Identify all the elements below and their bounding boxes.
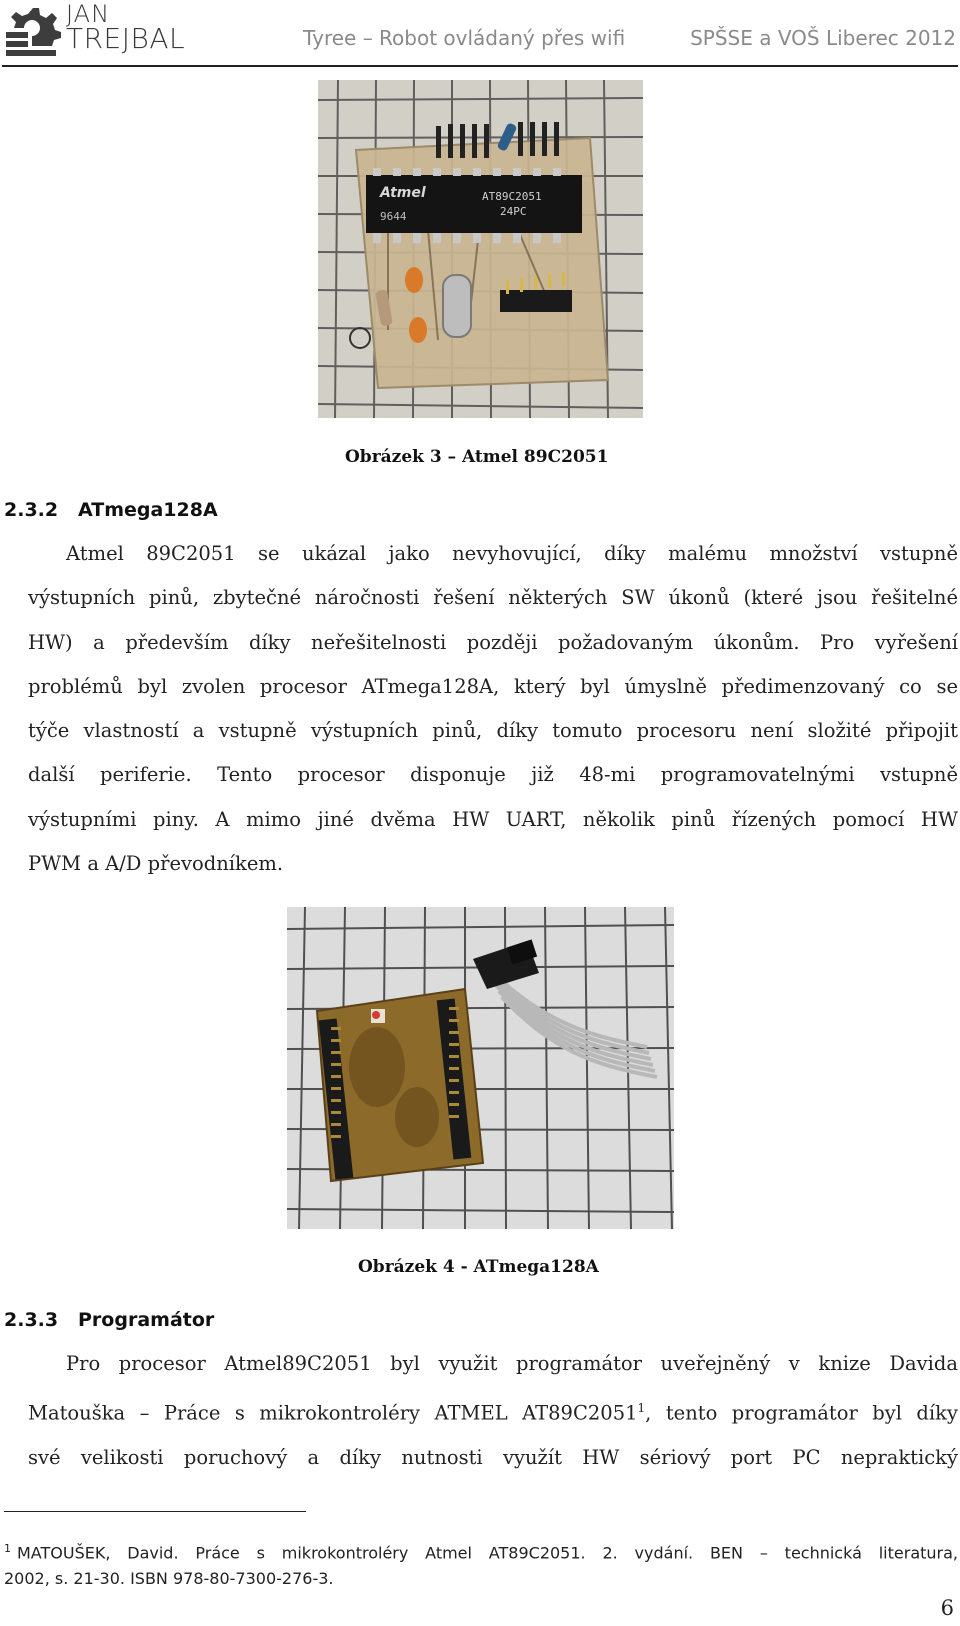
text-line: HW) a především díky neřešitelnosti později požadovaným úkonům. Pro vyřešení (28, 630, 958, 654)
chip-code-label: 9644 (380, 210, 407, 223)
school-name: SPŠSE a VOŠ Liberec 2012 (690, 26, 956, 50)
logo-last-name: TREJBAL (66, 22, 186, 55)
section-number: 2.3.3 (4, 1309, 59, 1331)
text-line: výstupními piny. A mimo jiné dvěma HW UART, několik pinů řízených pomocí HW (28, 807, 958, 831)
text-line: Atmel 89C2051 se ukázal jako nevyhovující, díky malému množství vstupně (66, 542, 958, 565)
text-line: výstupních pinů, zbytečné náročnosti řešení některých SW úkonů (které jsou řešitelné (28, 586, 958, 610)
text-line: týče vlastností a vstupně výstupních pinů, díky tomuto procesoru není složité připojit (28, 719, 958, 743)
figure-4-caption: Obrázek 4 - ATmega128A (358, 1257, 599, 1277)
text-line: další periferie. Tento procesor disponuje již 48-mi programovatelnými vstupně (28, 763, 958, 787)
section-title: Programátor (78, 1309, 215, 1331)
atmel-89c2051-photo (318, 80, 643, 418)
paragraph-atmega (28, 532, 958, 886)
section-title: ATmega128A (78, 499, 218, 521)
author-logo (4, 0, 186, 58)
chip-model-label: AT89C2051 (482, 190, 542, 203)
text-line: PWM a A/D převodníkem. (28, 852, 284, 876)
text-line: Pro procesor Atmel89C2051 byl využit programátor uveřejněný v knize Davida (66, 1352, 958, 1375)
section-number: 2.3.2 (4, 499, 59, 521)
footnote-divider (4, 1511, 306, 1512)
paragraph-programator (28, 1342, 958, 1480)
footnote-text: MATOUŠEK, David. Práce s mikrokontroléry Atmel AT89C2051. 2. vydání. BEN – technická literatura, (17, 1543, 958, 1563)
footnote-marker: 1 (4, 1542, 11, 1555)
text-line (28, 1386, 958, 1436)
figure-3-caption: Obrázek 3 – Atmel 89C2051 (345, 447, 609, 467)
section-heading-programator (4, 1309, 214, 1331)
text-line: své velikosti poruchový a díky nutnosti využít HW sériový port PC nepraktický (28, 1446, 958, 1470)
page-number: 6 (940, 1596, 954, 1620)
gear-logo-icon (4, 6, 62, 58)
text-fragment: , tento programátor byl díky (645, 1401, 958, 1425)
page-header (0, 0, 960, 68)
footnote-reference[interactable]: 1 (637, 1401, 646, 1416)
chip-variant-label: 24PC (500, 205, 527, 218)
footnote-line (4, 1536, 958, 1566)
header-divider (2, 65, 958, 67)
text-line: problémů byl zvolen procesor ATmega128A, který byl úmyslně předimenzovaný co se (28, 674, 958, 698)
section-heading-atmega (4, 499, 218, 521)
footnote (4, 1536, 958, 1592)
logo-first-name: JAN (66, 0, 111, 28)
footnote-line: 2002, s. 21-30. ISBN 978-80-7300-276-3. (4, 1569, 334, 1589)
text-fragment: Matouška – Práce s mikrokontroléry ATMEL AT89C2051 (28, 1401, 638, 1425)
chip-brand-label: Atmel (380, 185, 426, 201)
atmega128a-board-photo (287, 907, 674, 1229)
document-title: Tyree – Robot ovládaný přes wifi (303, 26, 626, 50)
